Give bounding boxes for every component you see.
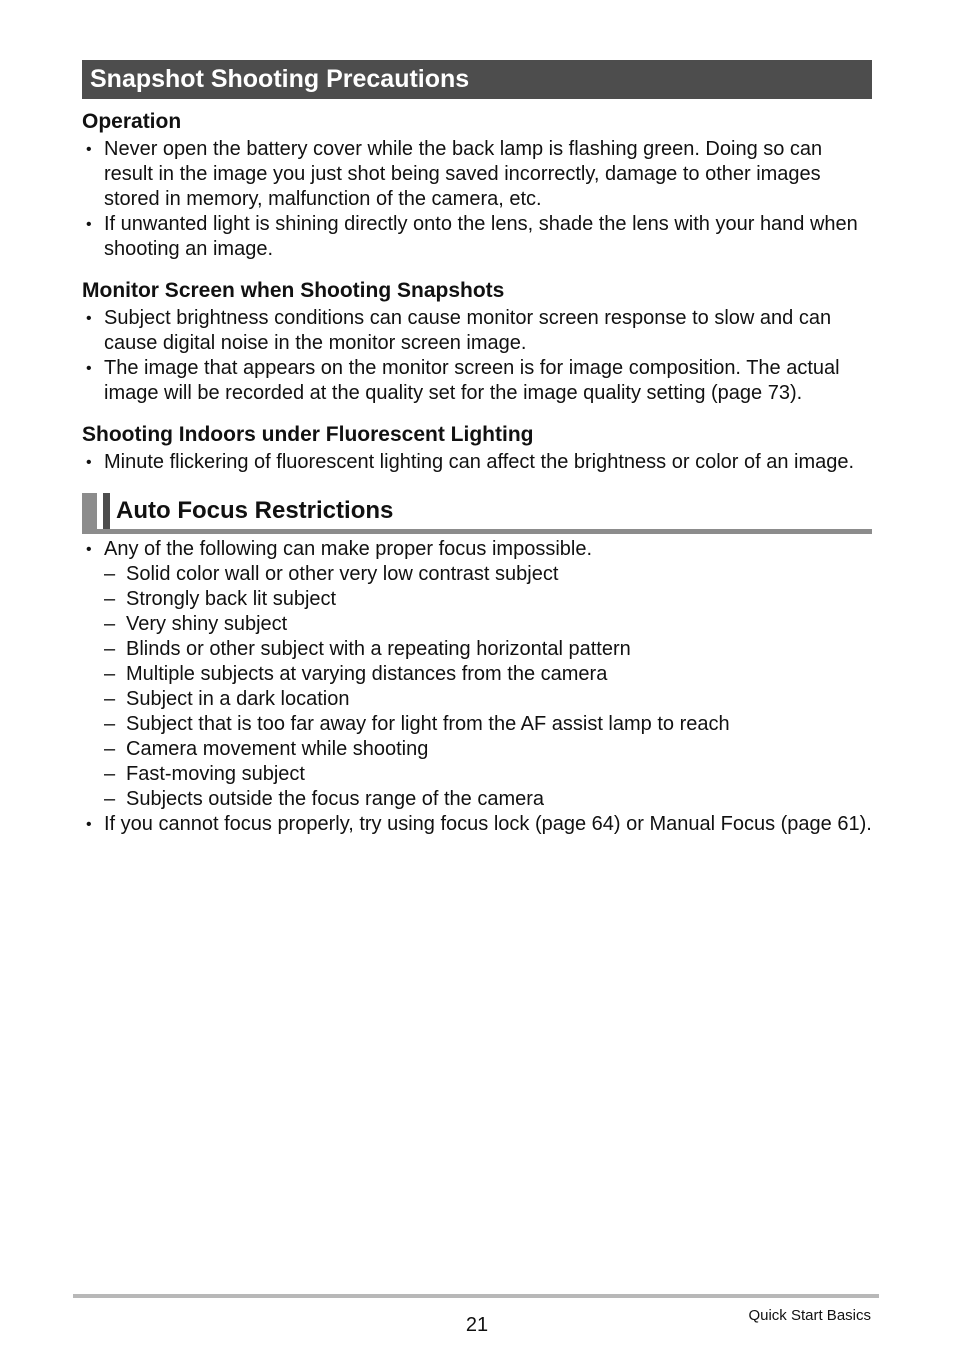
dash-item: – Subject in a dark location	[104, 687, 872, 712]
dash-item: – Subject that is too far away for light from the AF assist lamp to reach	[104, 712, 872, 737]
af-bullet-list	[82, 537, 872, 837]
header-bar-decoration	[103, 493, 110, 529]
list-item: • Subject brightness conditions can cause monitor screen response to slow and can cause digital noise in the monitor screen image.	[82, 306, 872, 356]
dash-item: – Very shiny subject	[104, 612, 872, 637]
section-heading: Monitor Screen when Shooting Snapshots	[82, 279, 505, 302]
list-item: • The image that appears on the monitor screen is for image composition. The actual image will be recorded at the quality set for the image quality setting (page 73).	[82, 356, 872, 406]
dash-item: – Camera movement while shooting	[104, 737, 872, 762]
footer-divider	[73, 1294, 879, 1298]
bullet-list	[82, 450, 872, 475]
section-heading: Shooting Indoors under Fluorescent Lighting	[82, 423, 534, 446]
list-item: • Never open the battery cover while the back lamp is flashing green. Doing so can result in the image you just shot being saved incorrectly, damage to other images stored in memory, malfunction of the camera, etc.	[82, 137, 872, 212]
bullet-list	[82, 137, 872, 262]
list-item: • If you cannot focus properly, try using focus lock (page 64) or Manual Focus (page 61).	[82, 812, 872, 837]
page-content	[82, 60, 872, 837]
section-monitor-screen	[82, 278, 872, 406]
af-dash-list	[104, 562, 872, 812]
dash-item: – Subjects outside the focus range of the camera	[104, 787, 872, 812]
section-heading: Operation	[82, 110, 182, 133]
bullet-list	[82, 306, 872, 406]
dash-item: – Solid color wall or other very low contrast subject	[104, 562, 872, 587]
main-header: Snapshot Shooting Precautions	[82, 60, 872, 99]
af-intro: Any of the following can make proper focus impossible.	[104, 538, 593, 560]
list-item: • Minute flickering of fluorescent lighting can affect the brightness or color of an image.	[82, 450, 872, 475]
dash-item: – Multiple subjects at varying distances from the camera	[104, 662, 872, 687]
dash-item: – Fast-moving subject	[104, 762, 872, 787]
footer-chapter-label: Quick Start Basics	[748, 1307, 871, 1324]
section-fluorescent-lighting	[82, 422, 872, 475]
section-operation	[82, 109, 872, 262]
header-bar-decoration	[82, 493, 97, 529]
list-item	[82, 537, 872, 812]
af-header	[82, 491, 872, 534]
list-item: • If unwanted light is shining directly onto the lens, shade the lens with your hand when shooting an image.	[82, 212, 872, 262]
af-header-title: Auto Focus Restrictions	[116, 497, 394, 524]
page-number: 21	[465, 1314, 489, 1336]
dash-item: – Blinds or other subject with a repeating horizontal pattern	[104, 637, 872, 662]
dash-item: – Strongly back lit subject	[104, 587, 872, 612]
